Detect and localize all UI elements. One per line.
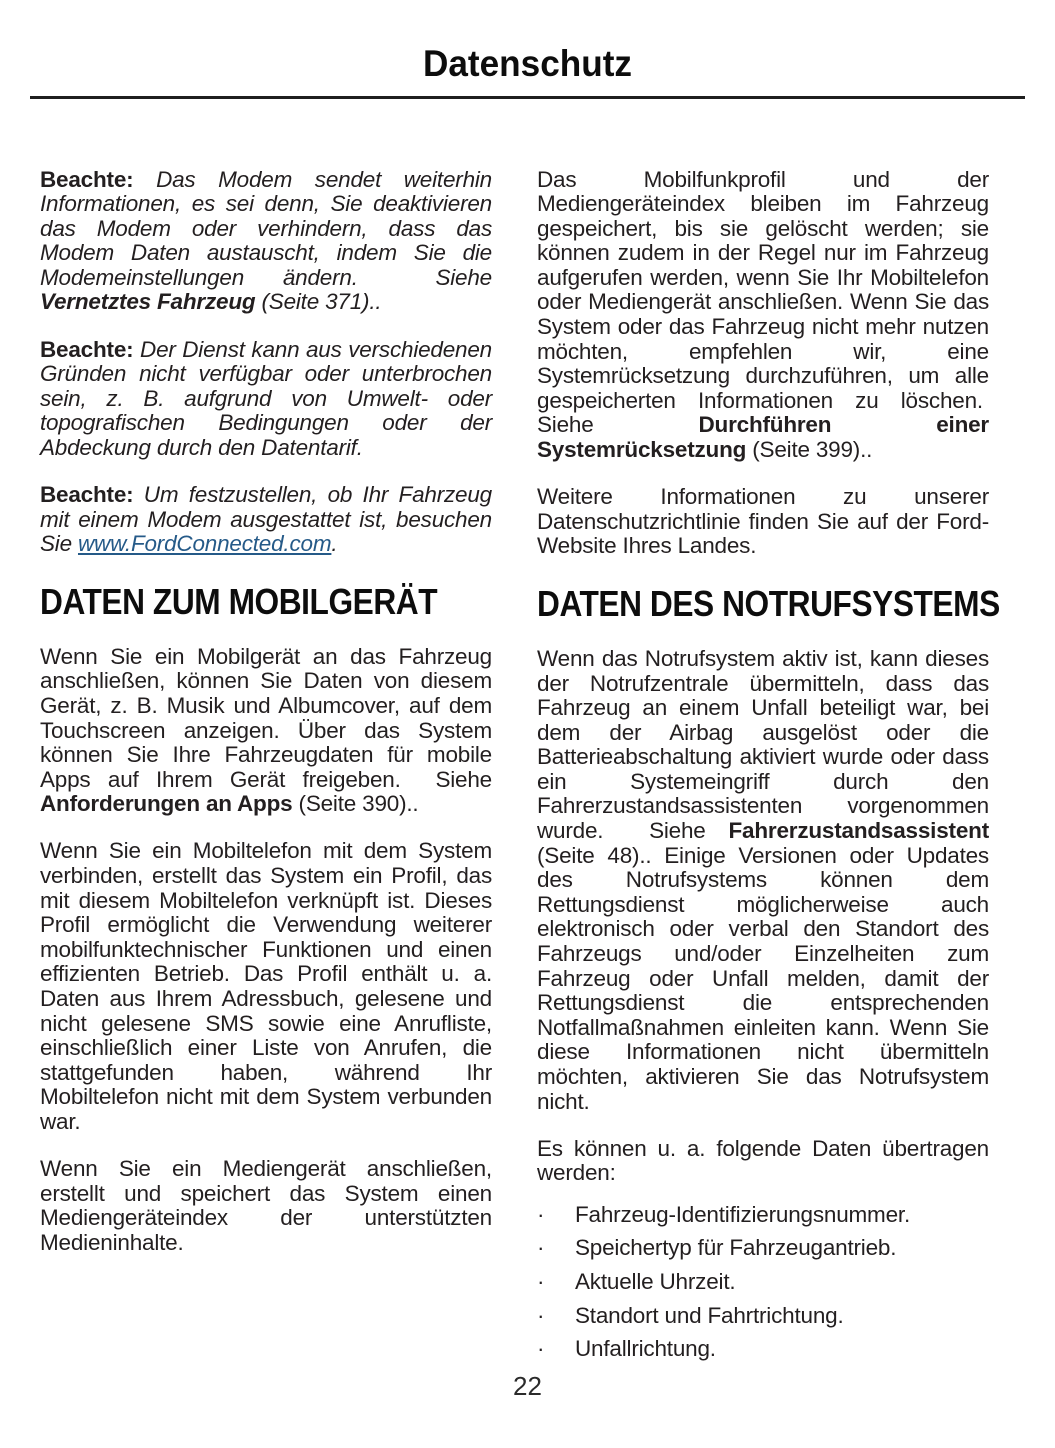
- note-suffix: (Seite 371)..: [255, 289, 382, 315]
- note-suffix: .: [331, 531, 338, 557]
- cross-reference-systemruecksetzung: Durchführen einer Systemrücksetzung: [537, 412, 989, 463]
- page-title: Datenschutz: [423, 43, 632, 84]
- note-service-availability: [40, 338, 492, 461]
- cross-reference-vernetztes-fahrzeug: Vernetztes Fahrzeug: [40, 289, 256, 315]
- bullet-dot-icon: ·: [537, 1235, 545, 1261]
- list-item-text: Speichertyp für Fahrzeugantrieb.: [575, 1235, 897, 1261]
- note-text: Der Dienst kann aus verschiedenen Gründen nicht verfügbar oder unterbrochen sein, z. B. aufgrund von Umwelt- oder topografischen Bedingungen oder der Abdeckung durch den Datentarif.: [40, 336, 492, 460]
- list-item: [537, 1203, 989, 1228]
- list-item: [537, 1270, 989, 1295]
- bullet-dot-icon: ·: [537, 1302, 545, 1328]
- paragraph-mobilfunkprofil: [537, 168, 989, 463]
- paragraph-text: Wenn das Notrufsystem aktiv ist, kann dieses der Notrufzentrale übermitteln, dass das Fahrzeug an einem Unfall beteiligt war, bei dem der Airbag ausgelöst oder die Batterieabschaltung aktiviert wurde oder dass ein Systemeingriff durch den Fahrerzustandsassistenten vorgenommen wurde. Siehe: [537, 645, 989, 844]
- list-item-text: Aktuelle Uhrzeit.: [575, 1269, 736, 1295]
- section-heading-daten-zum-mobilgeraet: DATEN ZUM MOBILGERÄT: [40, 580, 438, 622]
- paragraph-text: Wenn Sie ein Mobilgerät an das Fahrzeug anschließen, können Sie Daten von diesem Gerät, z. B. Musik und Albumcover, auf dem Touchscreen anzeigen. Über das System können Sie Ihre Fahrzeugdaten für mobile Apps auf Ihrem Gerät freigeben. Siehe: [40, 643, 492, 792]
- paragraph-notrufsystem: [537, 647, 989, 1114]
- list-item: [537, 1236, 989, 1261]
- left-column: [40, 145, 492, 1371]
- note-label: Beachte:: [40, 336, 134, 362]
- fordconnected-link[interactable]: www.FordConnected.com: [77, 531, 332, 557]
- paragraph-suffix: (Seite 390)..: [292, 791, 419, 817]
- note-text: Um festzustellen, ob Ihr Fahrzeug mit einem Modem ausgestattet ist, besuchen Sie: [40, 482, 492, 557]
- paragraph-uebertragene-daten-intro: Es können u. a. folgende Daten übertragen werden:: [537, 1135, 989, 1186]
- right-column: [537, 145, 1000, 1371]
- section-heading-daten-des-notrufsystems: DATEN DES NOTRUFSYSTEMS: [537, 582, 1000, 624]
- bullet-dot-icon: ·: [537, 1201, 545, 1227]
- note-label: Beachte:: [40, 482, 134, 508]
- note-modem-sends: [40, 168, 492, 316]
- paragraph-datenschutzrichtlinie: Weitere Informationen zu unserer Datenschutzrichtlinie finden Sie auf der Ford-Website Ihres Landes.: [537, 484, 989, 559]
- list-item-text: Fahrzeug-Identifizierungsnummer.: [575, 1201, 911, 1227]
- paragraph-mobilgeraet: [40, 645, 492, 817]
- bullet-dot-icon: ·: [537, 1269, 545, 1295]
- paragraph-mobiltelefon-profil: Wenn Sie ein Mobiltelefon mit dem System verbinden, erstellt das System ein Profil, das mit diesem Mobiltelefon verknüpft ist. Dieses Profil ermöglicht die Verwendung weiterer mobilfunktechnischer Funktionen und einen effizienten Betrieb. Das Profil enthält u. a. Daten aus Ihrem Adressbuch, gelesene und nicht gelesene SMS sowie eine Anrufliste, einschließlich einer Liste von Anrufen, die stattgefunden haben, während Ihr Mobiltelefon nicht mit dem System verbunden war.: [40, 838, 492, 1134]
- bullet-dot-icon: ·: [537, 1336, 545, 1362]
- list-item-text: Unfallrichtung.: [575, 1336, 716, 1362]
- cross-reference-anforderungen-apps: Anforderungen an Apps: [40, 791, 293, 817]
- paragraph-mediengeraet-index: Wenn Sie ein Mediengerät anschließen, erstellt und speichert das System einen Mediengeräteindex der unterstützten Medieninhalte.: [40, 1156, 492, 1255]
- paragraph-suffix: (Seite 399)..: [746, 437, 873, 463]
- page-number: 22: [513, 1371, 542, 1401]
- list-item-text: Standort und Fahrtrichtung.: [575, 1302, 844, 1328]
- cross-reference-fahrerzustandsassistent: Fahrerzustandsassistent: [728, 818, 989, 844]
- paragraph-suffix: (Seite 48).. Einige Versionen oder Updates des Notrufsystems können dem Rettungsdienst möglicherweise auch elektronisch oder verbal den Standort des Fahrzeugs und/oder Einzelheiten zum Fahrzeug oder Unfall melden, damit der Rettungsdienst die entsprechenden Notfallmaßnahmen einleiten kann. Wenn Sie diese Informationen nicht übermitteln möchten, aktivieren Sie das Notrufsystem nicht.: [537, 842, 989, 1114]
- list-item: [537, 1337, 989, 1362]
- paragraph-text: Das Mobilfunkprofil und der Mediengeräteindex bleiben im Fahrzeug gespeichert, bis sie gelöscht werden; sie können zudem in der Regel nur im Fahrzeug aufgerufen werden, wenn Sie Ihr Mobiltelefon oder Mediengerät anschließen. Wenn Sie das System oder das Fahrzeug nicht mehr nutzen möchten, empfehlen wir, eine Systemrücksetzung durchzuführen, um alle gespeicherten Informationen zu löschen. Siehe: [537, 166, 989, 438]
- list-item: [537, 1304, 989, 1329]
- note-text: Das Modem sendet weiterhin Informationen, es sei denn, Sie deaktivieren das Modem oder verhindern, dass das Modem Daten austauscht, indem Sie die Modemeinstellungen ändern. Siehe: [40, 166, 492, 290]
- note-label: Beachte:: [40, 166, 134, 192]
- note-modem-check: [40, 483, 492, 557]
- content-columns: [0, 99, 1055, 1371]
- transmitted-data-list: [537, 1203, 989, 1362]
